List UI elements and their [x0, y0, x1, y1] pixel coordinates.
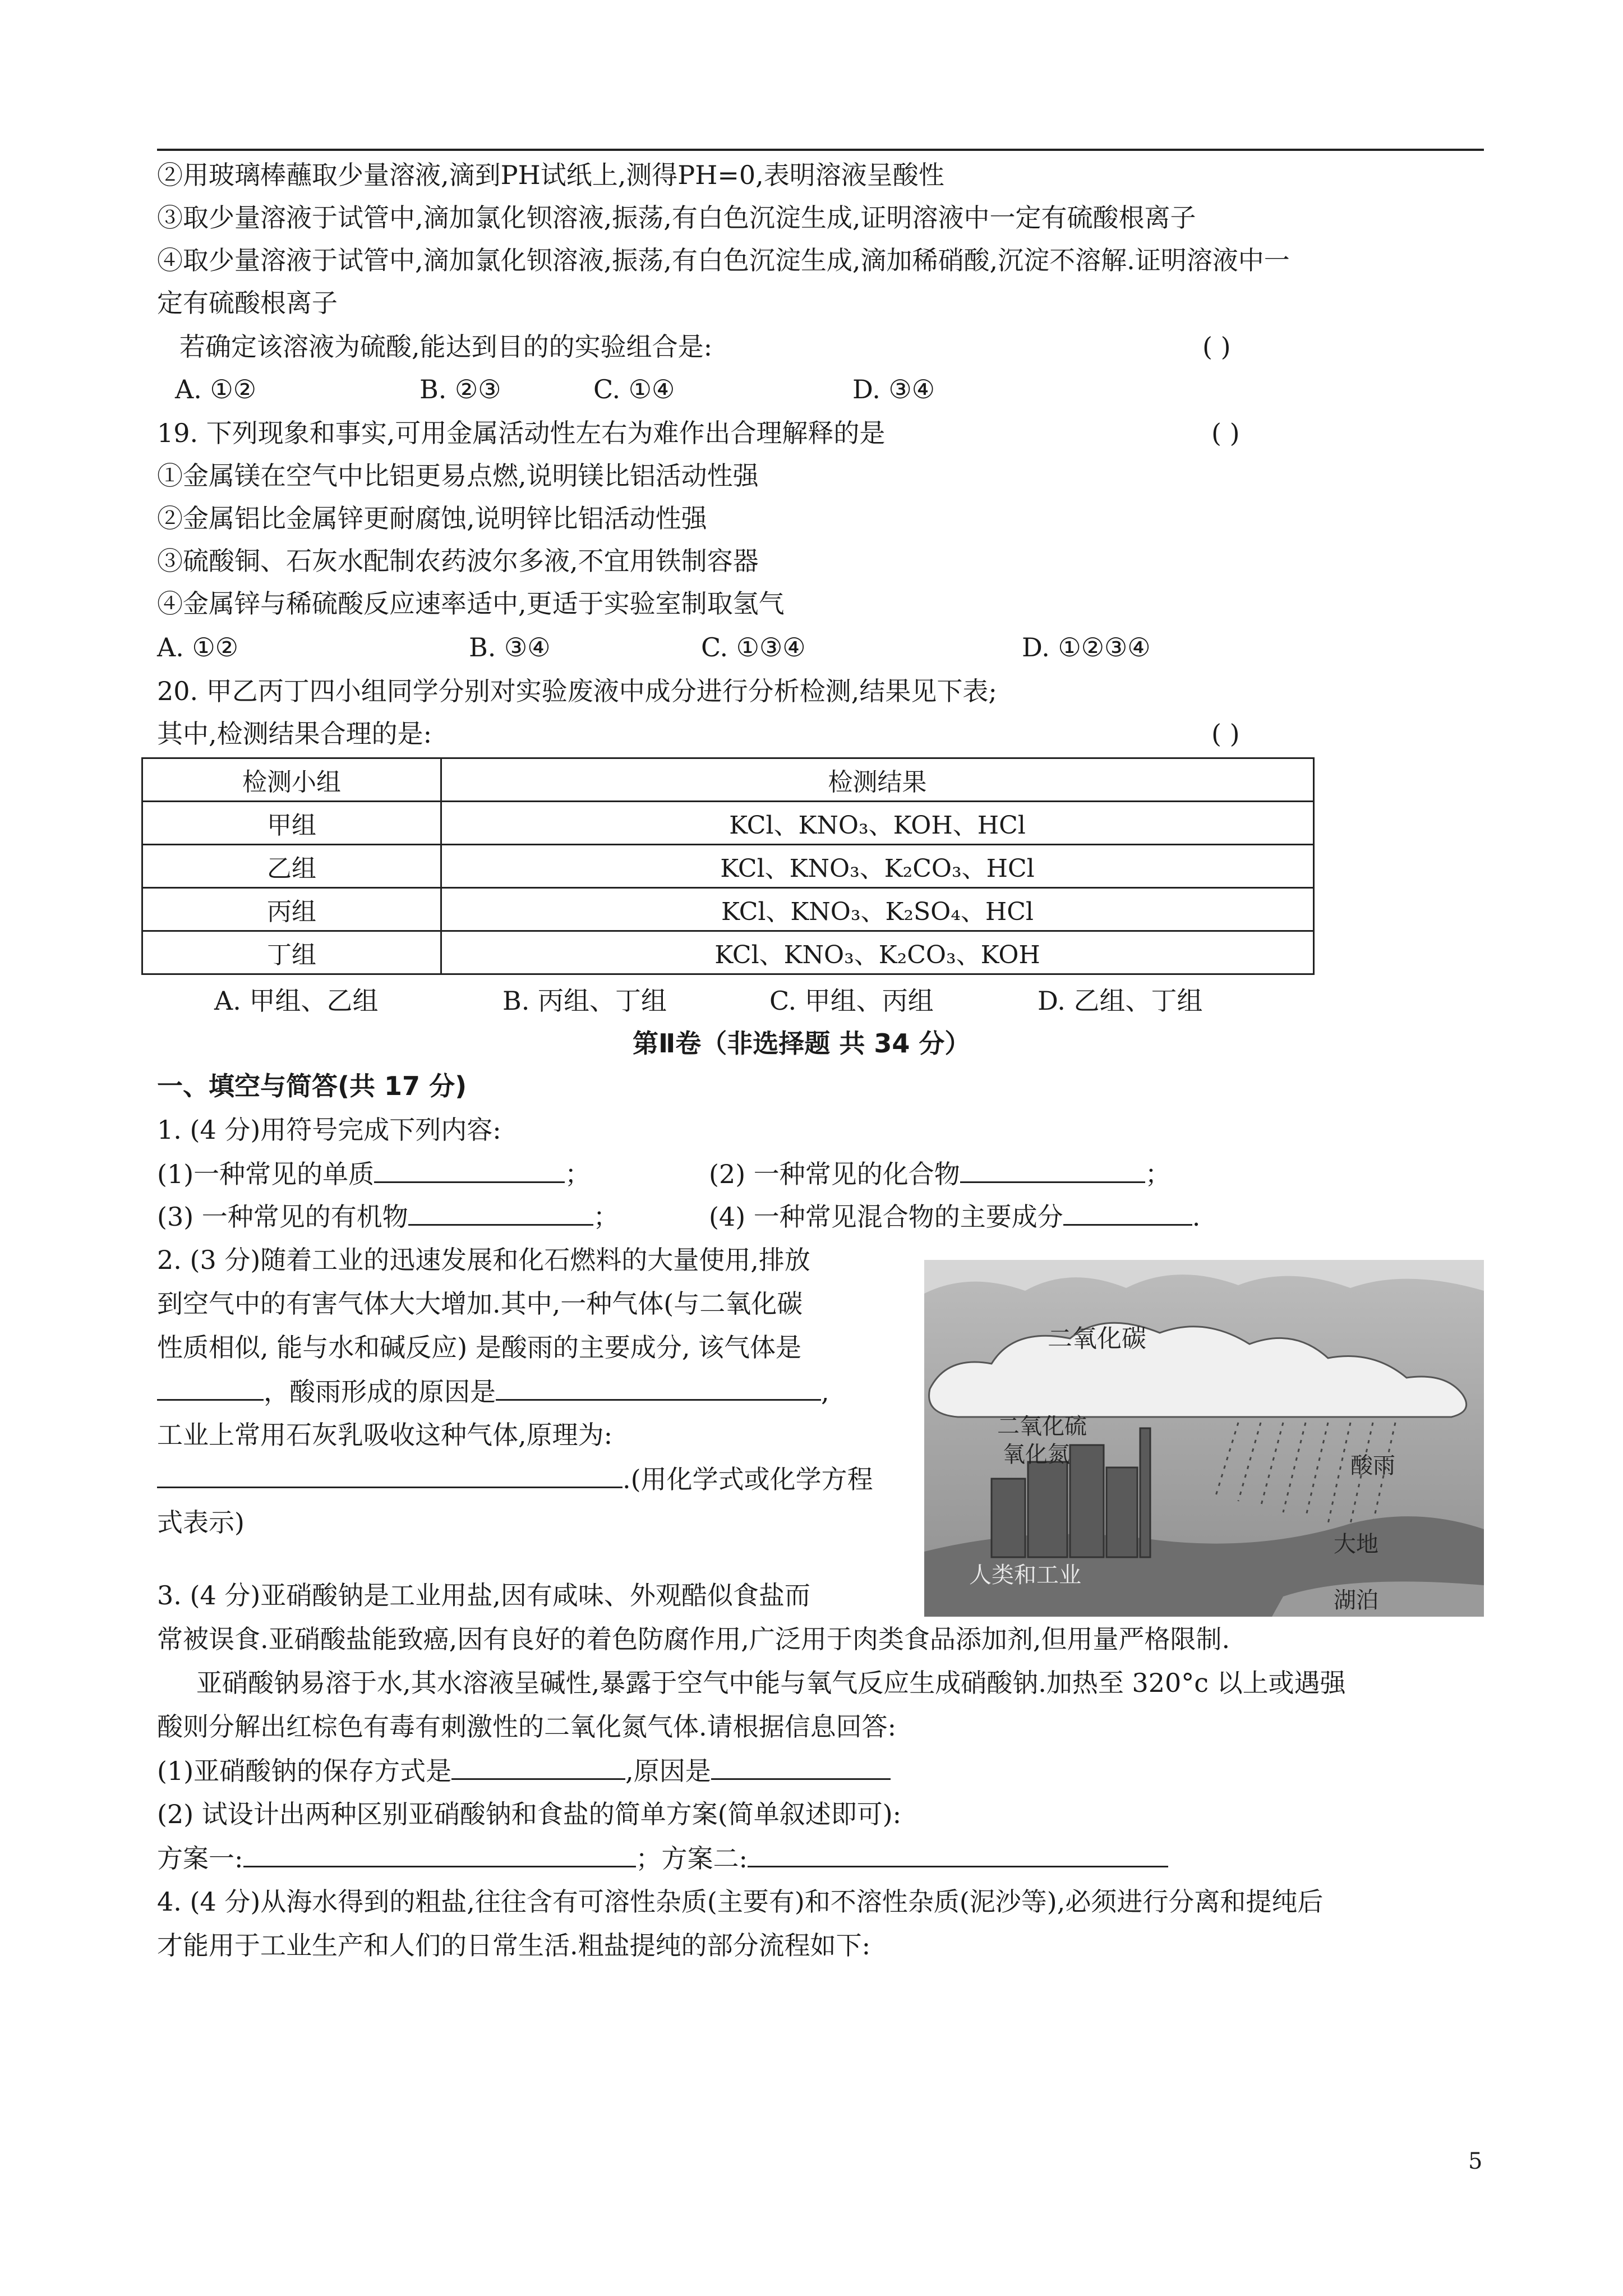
q1-part-1-label: (1)一种常见的单质: [157, 1159, 375, 1189]
q19-option-c: C. ①③④: [701, 632, 806, 662]
q19-stem: 19. 下列现象和事实,可用金属活动性左右为难作出合理解释的是: [157, 418, 886, 448]
q1-part-1: (1)一种常见的单质 ；: [157, 1157, 591, 1191]
table-header-row: [142, 758, 1314, 802]
q20-stem-2: 其中,检测结果合理的是:: [157, 719, 432, 749]
q3-storage-blank[interactable]: [451, 1754, 625, 1780]
q19-item-1: ①金属镁在空气中比铝更易点燃,说明镁比铝活动性强: [157, 461, 759, 491]
part2-title: 第Ⅱ卷（非选择题 共 34 分）: [633, 1028, 971, 1059]
q19-item-3: ③硫酸铜、石灰水配制农药波尔多液,不宜用铁制容器: [157, 546, 759, 576]
acid-rain-diagram: [924, 1260, 1484, 1617]
q4-line-1: 4. (4 分)从海水得到的粗盐,往往含有可溶性杂质(主要有)和不溶性杂质(泥沙等),必须进行分离和提纯后: [157, 1887, 1324, 1917]
q3-line-4: 酸则分解出红棕色有毒有刺激性的二氧化氮气体.请根据信息回答:: [157, 1711, 897, 1742]
q18-item-3: ③取少量溶液于试管中,滴加氯化钡溶液,振荡,有白色沉淀生成,证明溶液中一定有硫酸根离子: [157, 203, 1196, 233]
label-co2: 二氧化碳: [1048, 1324, 1146, 1353]
q2-line-7: 式表示): [157, 1507, 245, 1538]
q20-option-c: C. 甲组、丙组: [769, 986, 934, 1016]
q4-line-2: 才能用于工业生产和人们的日常生活.粗盐提纯的部分流程如下:: [157, 1930, 871, 1961]
q3-line-6: (2) 试设计出两种区别亚硝酸钠和食盐的简单方案(简单叙述即可):: [157, 1799, 902, 1829]
q18-option-c: C. ①④: [593, 374, 675, 404]
q2-line-1: 2. (3 分)随着工业的迅速发展和化石燃料的大量使用,排放: [157, 1245, 810, 1275]
table-header-cell: 检测小组: [142, 758, 441, 802]
label-industry: 人类和工业: [969, 1562, 1081, 1588]
q3-line-5: [157, 1754, 891, 1788]
q18-option-a: A. ①②: [175, 374, 256, 404]
q19-option-d: D. ①②③④: [1022, 632, 1151, 662]
q3-line-2: 常被误食.亚硝酸盐能致癌,因有良好的着色防腐作用,广泛用于肉类食品添加剂,但用量严格限制.: [157, 1624, 1230, 1654]
q2-equation-blank[interactable]: [157, 1462, 623, 1488]
q1-part-4-label: (4) 一种常见混合物的主要成分: [709, 1202, 1063, 1232]
page-number: 5: [1468, 2148, 1483, 2174]
q20-stem: 20. 甲乙丙丁四小组同学分别对实验废液中成分进行分析检测,结果见下表;: [157, 676, 997, 706]
table-cell-result: KCl、KNO₃、K₂CO₃、HCl: [441, 845, 1314, 888]
q18-option-b: B. ②③: [419, 374, 501, 404]
q18-item-2: ②用玻璃棒蘸取少量溶液,滴到PH试纸上,测得PH=0,表明溶液呈酸性: [157, 160, 944, 190]
q1-stem: 1. (4 分)用符号完成下列内容:: [157, 1115, 501, 1145]
q19-item-4: ④金属锌与稀硫酸反应速率适中,更适于实验室制取氢气: [157, 588, 785, 619]
label-nox: 氧化氮: [1003, 1442, 1070, 1467]
q3-plan-1-label: 方案一:: [157, 1843, 243, 1874]
q2-equation-note: .(用化学式或化学方程: [623, 1464, 873, 1494]
q20-option-b: B. 丙组、丁组: [502, 986, 667, 1016]
q2-cause-blank[interactable]: [496, 1374, 821, 1401]
header-rule: [157, 149, 1484, 151]
table-cell-result: KCl、KNO₃、K₂SO₄、HCl: [441, 888, 1314, 931]
q1-part-4-blank[interactable]: [1063, 1199, 1192, 1226]
q19-option-b: B. ③④: [469, 632, 551, 662]
q20-answer-paren: ( ): [1211, 719, 1240, 749]
label-acid-rain: 酸雨: [1350, 1453, 1395, 1479]
q18-stem: 若确定该溶液为硫酸,能达到目的的实验组合是:: [179, 332, 713, 362]
q3-reason-label: ,原因是: [625, 1756, 711, 1786]
q1-part-3-blank[interactable]: [408, 1199, 593, 1226]
q2-gas-blank[interactable]: [157, 1374, 264, 1401]
section-1-heading: 一、填空与简答(共 17 分): [157, 1071, 467, 1101]
q2-line-4: ，酸雨形成的原因是 ,: [157, 1374, 829, 1409]
q3-line-7: [157, 1841, 1168, 1875]
q1-part-1-blank[interactable]: [374, 1157, 565, 1183]
q2-cause-label: ，酸雨形成的原因是: [264, 1377, 496, 1407]
q3-line-3: 亚硝酸钠易溶于水,其水溶液呈碱性,暴露于空气中能与氧气反应生成硝酸钠.加热至 320°c 以上或遇强: [196, 1668, 1346, 1698]
table-cell-group: 甲组: [142, 802, 441, 845]
q2-line-6: [157, 1462, 873, 1496]
q3-plan-2-label: ；方案二:: [635, 1843, 748, 1874]
q20-option-a: A. 甲组、乙组: [214, 986, 379, 1016]
table-row: [142, 888, 1314, 931]
q3-plan-2-blank[interactable]: [748, 1841, 1168, 1867]
detection-table: [141, 757, 1315, 975]
q1-part-3: (3) 一种常见的有机物 ；: [157, 1199, 619, 1234]
table-cell-group: 丙组: [142, 888, 441, 931]
table-cell-group: 乙组: [142, 845, 441, 888]
label-ground: 大地: [1334, 1531, 1378, 1557]
q1-part-2: (2) 一种常见的化合物 ；: [709, 1157, 1171, 1191]
table-cell-result: KCl、KNO₃、KOH、HCl: [441, 802, 1314, 845]
q2-line-3: 性质相似, 能与水和碱反应) 是酸雨的主要成分, 该气体是: [157, 1332, 802, 1363]
q3-storage-label: (1)亚硝酸钠的保存方式是: [157, 1756, 452, 1786]
q19-option-a: A. ①②: [157, 632, 238, 662]
q1-part-2-label: (2) 一种常见的化合物: [709, 1159, 960, 1189]
table-row: [142, 802, 1314, 845]
q3-reason-blank[interactable]: [711, 1754, 891, 1780]
q19-answer-paren: ( ): [1211, 418, 1240, 448]
q1-part-3-label: (3) 一种常见的有机物: [157, 1202, 408, 1232]
table-row: [142, 931, 1314, 974]
q18-item-4: ④取少量溶液于试管中,滴加氯化钡溶液,振荡,有白色沉淀生成,滴加稀硝酸,沉淀不溶解.证明溶液中一: [157, 245, 1290, 275]
q1-part-2-blank[interactable]: [960, 1157, 1145, 1183]
q3-plan-1-blank[interactable]: [243, 1841, 636, 1867]
q19-item-2: ②金属铝比金属锌更耐腐蚀,说明锌比铝活动性强: [157, 503, 707, 533]
q1-part-4: (4) 一种常见混合物的主要成分 .: [709, 1199, 1200, 1234]
q18-item-4-cont: 定有硫酸根离子: [157, 288, 338, 318]
q20-option-d: D. 乙组、丁组: [1038, 986, 1203, 1016]
label-so2: 二氧化硫: [997, 1414, 1087, 1439]
table-row: [142, 845, 1314, 888]
table-header-cell: 检测结果: [441, 758, 1314, 802]
q2-line-2: 到空气中的有害气体大大增加.其中,一种气体(与二氧化碳: [157, 1289, 803, 1319]
q18-answer-paren: ( ): [1202, 332, 1231, 362]
label-lake: 湖泊: [1334, 1588, 1378, 1613]
q18-option-d: D. ③④: [852, 374, 935, 404]
q3-line-1: 3. (4 分)亚硝酸钠是工业用盐,因有咸味、外观酷似食盐而: [157, 1580, 810, 1611]
table-cell-result: KCl、KNO₃、K₂CO₃、KOH: [441, 931, 1314, 974]
q2-line-5: 工业上常用石灰乳吸收这种气体,原理为:: [157, 1420, 613, 1450]
table-cell-group: 丁组: [142, 931, 441, 974]
